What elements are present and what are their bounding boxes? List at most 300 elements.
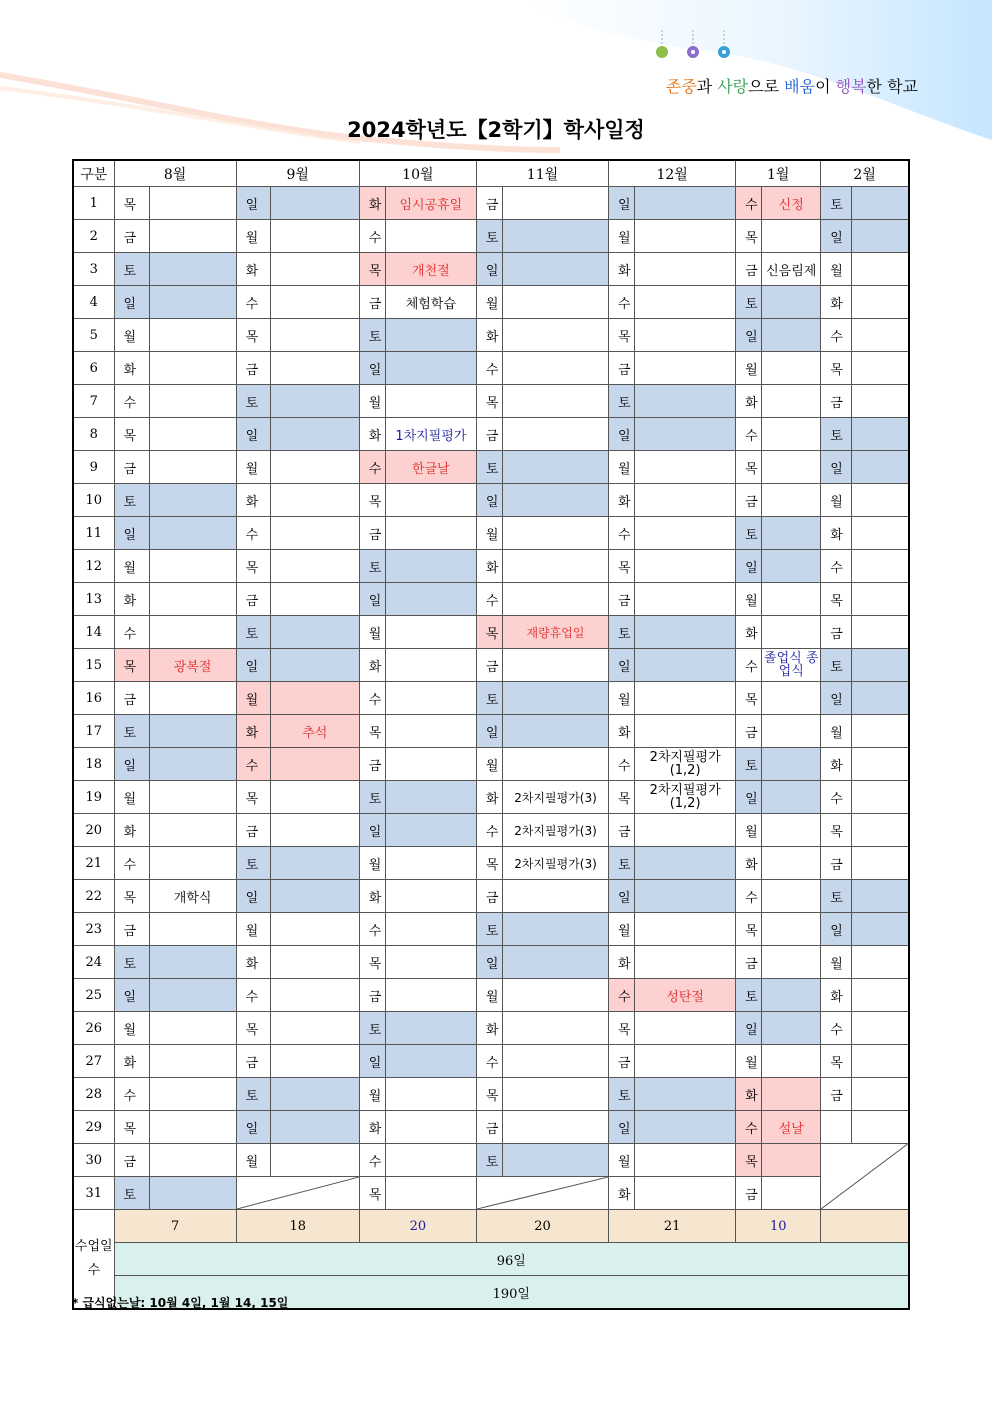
event-dec bbox=[635, 1045, 736, 1078]
weekday-aug: 토 bbox=[114, 484, 149, 517]
weekday-oct: 수 bbox=[359, 451, 385, 484]
event-aug bbox=[149, 187, 236, 220]
weekday-jan: 화 bbox=[736, 1078, 762, 1111]
event-feb bbox=[852, 418, 909, 451]
weekday-feb: 목 bbox=[821, 1045, 852, 1078]
weekday-jan: 월 bbox=[736, 583, 762, 616]
event-jan bbox=[762, 682, 821, 715]
weekday-feb: 금 bbox=[821, 385, 852, 418]
event-aug bbox=[149, 352, 236, 385]
date-number: 9 bbox=[73, 451, 114, 484]
event-nov bbox=[502, 913, 608, 946]
weekday-nov: 월 bbox=[476, 517, 502, 550]
event-nov bbox=[502, 715, 608, 748]
weekday-feb: 수 bbox=[821, 319, 852, 352]
event-feb bbox=[852, 781, 909, 814]
event-nov bbox=[502, 1111, 608, 1144]
month-header: 2월 bbox=[821, 160, 909, 187]
date-row bbox=[73, 748, 909, 781]
weekday-aug: 금 bbox=[114, 451, 149, 484]
weekday-sep: 목 bbox=[236, 1012, 270, 1045]
weekday-sep: 토 bbox=[236, 616, 270, 649]
date-number: 16 bbox=[73, 682, 114, 715]
weekday-jan: 토 bbox=[736, 286, 762, 319]
page-title: 2024학년도【2학기】학사일정 bbox=[347, 118, 645, 142]
weekday-jan: 수 bbox=[736, 187, 762, 220]
weekday-aug: 토 bbox=[114, 946, 149, 979]
weekday-nov: 금 bbox=[476, 187, 502, 220]
event-oct bbox=[385, 1078, 476, 1111]
event-feb bbox=[852, 1045, 909, 1078]
weekday-dec: 토 bbox=[609, 1078, 635, 1111]
weekday-sep: 일 bbox=[236, 1111, 270, 1144]
weekday-aug: 월 bbox=[114, 1012, 149, 1045]
weekday-sep: 금 bbox=[236, 352, 270, 385]
date-number: 28 bbox=[73, 1078, 114, 1111]
event-feb bbox=[852, 616, 909, 649]
weekday-nov: 금 bbox=[476, 1111, 502, 1144]
event-oct: 개천절 bbox=[385, 253, 476, 286]
date-number: 12 bbox=[73, 550, 114, 583]
weekday-oct: 목 bbox=[359, 1177, 385, 1210]
event-nov bbox=[502, 748, 608, 781]
weekday-sep: 수 bbox=[236, 286, 270, 319]
event-feb bbox=[852, 1111, 909, 1144]
weekday-sep: 목 bbox=[236, 550, 270, 583]
event-oct bbox=[385, 220, 476, 253]
event-jan bbox=[762, 814, 821, 847]
date-row bbox=[73, 1078, 909, 1111]
weekday-aug: 화 bbox=[114, 583, 149, 616]
weekday-nov: 일 bbox=[476, 946, 502, 979]
event-aug bbox=[149, 418, 236, 451]
weekday-nov: 목 bbox=[476, 847, 502, 880]
date-number: 2 bbox=[73, 220, 114, 253]
event-oct bbox=[385, 1177, 476, 1210]
weekday-dec: 월 bbox=[609, 220, 635, 253]
weekday-dec: 화 bbox=[609, 715, 635, 748]
event-jan bbox=[762, 1045, 821, 1078]
weekday-dec: 금 bbox=[609, 1045, 635, 1078]
event-nov bbox=[502, 319, 608, 352]
weekday-dec: 금 bbox=[609, 352, 635, 385]
weekday-feb: 일 bbox=[821, 451, 852, 484]
weekday-aug: 토 bbox=[114, 715, 149, 748]
event-dec bbox=[635, 847, 736, 880]
summary-label: 수업일수 bbox=[73, 1210, 114, 1310]
event-oct bbox=[385, 781, 476, 814]
days-jan: 10 bbox=[736, 1210, 821, 1243]
weekday-jan: 화 bbox=[736, 616, 762, 649]
event-jan bbox=[762, 385, 821, 418]
date-number: 19 bbox=[73, 781, 114, 814]
weekday-jan: 목 bbox=[736, 451, 762, 484]
footnote: * 급식없는날: 10월 4일, 1월 14, 15일 bbox=[72, 1296, 289, 1310]
event-aug bbox=[149, 517, 236, 550]
event-dec bbox=[635, 187, 736, 220]
event-sep bbox=[270, 352, 359, 385]
weekday-feb: 수 bbox=[821, 1012, 852, 1045]
weekday-oct: 목 bbox=[359, 715, 385, 748]
event-feb bbox=[852, 286, 909, 319]
event-nov bbox=[502, 187, 608, 220]
weekday-aug: 목 bbox=[114, 187, 149, 220]
date-number: 8 bbox=[73, 418, 114, 451]
weekday-feb: 금 bbox=[821, 616, 852, 649]
weekday-sep: 일 bbox=[236, 649, 270, 682]
weekday-oct: 목 bbox=[359, 946, 385, 979]
month-header: 12월 bbox=[609, 160, 736, 187]
event-sep bbox=[270, 286, 359, 319]
academic-calendar-table bbox=[72, 159, 910, 1310]
weekday-sep: 월 bbox=[236, 682, 270, 715]
weekday-dec: 화 bbox=[609, 253, 635, 286]
weekday-dec: 금 bbox=[609, 814, 635, 847]
weekday-nov: 목 bbox=[476, 616, 502, 649]
event-jan: 졸업식 종업식 bbox=[762, 649, 821, 682]
date-row bbox=[73, 1111, 909, 1144]
event-aug bbox=[149, 253, 236, 286]
weekday-nov: 일 bbox=[476, 484, 502, 517]
weekday-dec: 토 bbox=[609, 616, 635, 649]
weekday-nov: 수 bbox=[476, 352, 502, 385]
weekday-nov: 목 bbox=[476, 1078, 502, 1111]
weekday-dec: 월 bbox=[609, 682, 635, 715]
event-feb bbox=[852, 583, 909, 616]
event-aug bbox=[149, 781, 236, 814]
event-oct bbox=[385, 715, 476, 748]
event-dec bbox=[635, 484, 736, 517]
event-oct bbox=[385, 814, 476, 847]
date-row bbox=[73, 1045, 909, 1078]
event-sep bbox=[270, 616, 359, 649]
event-dec bbox=[635, 451, 736, 484]
date-row bbox=[73, 880, 909, 913]
weekday-aug: 일 bbox=[114, 286, 149, 319]
weekday-feb: 일 bbox=[821, 913, 852, 946]
event-aug bbox=[149, 484, 236, 517]
event-feb bbox=[852, 1078, 909, 1111]
event-oct bbox=[385, 847, 476, 880]
weekday-aug: 수 bbox=[114, 385, 149, 418]
event-aug bbox=[149, 550, 236, 583]
weekday-oct: 일 bbox=[359, 1045, 385, 1078]
event-oct bbox=[385, 385, 476, 418]
days-sep: 18 bbox=[236, 1210, 359, 1243]
date-number: 17 bbox=[73, 715, 114, 748]
event-nov bbox=[502, 253, 608, 286]
event-nov bbox=[502, 385, 608, 418]
empty-cell-diagonal bbox=[236, 1177, 359, 1210]
event-jan bbox=[762, 1177, 821, 1210]
event-aug bbox=[149, 583, 236, 616]
event-feb bbox=[852, 451, 909, 484]
date-number: 20 bbox=[73, 814, 114, 847]
weekday-nov: 금 bbox=[476, 418, 502, 451]
month-header-row bbox=[73, 160, 909, 187]
event-oct bbox=[385, 1045, 476, 1078]
date-row bbox=[73, 682, 909, 715]
weekday-feb: 화 bbox=[821, 286, 852, 319]
empty-cell-diagonal bbox=[821, 1144, 909, 1210]
event-dec bbox=[635, 649, 736, 682]
weekday-nov: 화 bbox=[476, 1012, 502, 1045]
weekday-dec: 목 bbox=[609, 319, 635, 352]
event-jan bbox=[762, 847, 821, 880]
event-oct bbox=[385, 748, 476, 781]
weekday-dec: 화 bbox=[609, 946, 635, 979]
event-nov bbox=[502, 352, 608, 385]
weekday-sep: 화 bbox=[236, 715, 270, 748]
event-jan bbox=[762, 1078, 821, 1111]
event-sep bbox=[270, 913, 359, 946]
days-nov: 20 bbox=[476, 1210, 608, 1243]
event-feb bbox=[852, 649, 909, 682]
semester-total-row bbox=[73, 1243, 909, 1276]
date-row bbox=[73, 814, 909, 847]
date-number: 10 bbox=[73, 484, 114, 517]
weekday-nov: 화 bbox=[476, 319, 502, 352]
event-aug bbox=[149, 1177, 236, 1210]
weekday-aug: 화 bbox=[114, 1045, 149, 1078]
month-header: 9월 bbox=[236, 160, 359, 187]
weekday-sep: 수 bbox=[236, 517, 270, 550]
event-nov bbox=[502, 1144, 608, 1177]
event-aug bbox=[149, 616, 236, 649]
event-sep bbox=[270, 451, 359, 484]
event-sep bbox=[270, 319, 359, 352]
weekday-feb: 토 bbox=[821, 649, 852, 682]
slogan-part: 행복 bbox=[835, 77, 867, 96]
event-sep bbox=[270, 517, 359, 550]
event-oct: 체험학습 bbox=[385, 286, 476, 319]
event-sep bbox=[270, 1012, 359, 1045]
event-sep bbox=[270, 748, 359, 781]
month-header: 11월 bbox=[476, 160, 608, 187]
event-nov: 2차지필평가(3) bbox=[502, 781, 608, 814]
event-dec bbox=[635, 1177, 736, 1210]
event-aug bbox=[149, 1012, 236, 1045]
weekday-feb: 월 bbox=[821, 946, 852, 979]
date-row bbox=[73, 550, 909, 583]
weekday-oct: 일 bbox=[359, 583, 385, 616]
event-dec bbox=[635, 418, 736, 451]
event-feb bbox=[852, 319, 909, 352]
month-header: 8월 bbox=[114, 160, 236, 187]
event-dec: 성탄절 bbox=[635, 979, 736, 1012]
event-sep bbox=[270, 682, 359, 715]
weekday-nov: 일 bbox=[476, 253, 502, 286]
event-feb bbox=[852, 913, 909, 946]
event-sep bbox=[270, 220, 359, 253]
date-number: 22 bbox=[73, 880, 114, 913]
date-row bbox=[73, 979, 909, 1012]
slogan-part: 이 bbox=[815, 77, 836, 96]
weekday-feb: 목 bbox=[821, 352, 852, 385]
weekday-jan: 월 bbox=[736, 352, 762, 385]
weekday-feb: 수 bbox=[821, 550, 852, 583]
weekday-oct: 화 bbox=[359, 649, 385, 682]
weekday-sep: 수 bbox=[236, 979, 270, 1012]
event-oct bbox=[385, 484, 476, 517]
event-feb bbox=[852, 979, 909, 1012]
weekday-dec: 일 bbox=[609, 187, 635, 220]
event-nov: 재량휴업일 bbox=[502, 616, 608, 649]
weekday-feb: 금 bbox=[821, 847, 852, 880]
date-number: 25 bbox=[73, 979, 114, 1012]
event-aug bbox=[149, 220, 236, 253]
date-number: 27 bbox=[73, 1045, 114, 1078]
event-sep bbox=[270, 550, 359, 583]
weekday-feb: 수 bbox=[821, 781, 852, 814]
weekday-aug: 일 bbox=[114, 748, 149, 781]
event-jan bbox=[762, 517, 821, 550]
weekday-nov: 월 bbox=[476, 979, 502, 1012]
weekday-nov: 일 bbox=[476, 715, 502, 748]
weekday-aug: 월 bbox=[114, 319, 149, 352]
date-row bbox=[73, 649, 909, 682]
date-row bbox=[73, 319, 909, 352]
event-aug bbox=[149, 847, 236, 880]
semester-total: 96일 bbox=[114, 1243, 909, 1276]
event-aug bbox=[149, 1078, 236, 1111]
date-number: 7 bbox=[73, 385, 114, 418]
weekday-sep: 금 bbox=[236, 1045, 270, 1078]
weekday-aug: 목 bbox=[114, 649, 149, 682]
weekday-sep: 월 bbox=[236, 220, 270, 253]
event-oct bbox=[385, 1012, 476, 1045]
weekday-aug: 일 bbox=[114, 517, 149, 550]
event-sep bbox=[270, 946, 359, 979]
weekday-feb: 화 bbox=[821, 979, 852, 1012]
slogan-part: 과 bbox=[696, 77, 718, 96]
weekday-jan: 화 bbox=[736, 385, 762, 418]
weekday-oct: 목 bbox=[359, 484, 385, 517]
date-row bbox=[73, 913, 909, 946]
days-aug: 7 bbox=[114, 1210, 236, 1243]
weekday-sep: 목 bbox=[236, 781, 270, 814]
weekday-oct: 토 bbox=[359, 550, 385, 583]
event-sep bbox=[270, 187, 359, 220]
date-row bbox=[73, 187, 909, 220]
weekday-dec: 목 bbox=[609, 550, 635, 583]
weekday-feb: 화 bbox=[821, 748, 852, 781]
event-feb bbox=[852, 220, 909, 253]
weekday-jan: 금 bbox=[736, 484, 762, 517]
weekday-aug: 금 bbox=[114, 1144, 149, 1177]
event-sep: 추석 bbox=[270, 715, 359, 748]
weekday-sep: 월 bbox=[236, 451, 270, 484]
event-nov bbox=[502, 484, 608, 517]
date-number: 1 bbox=[73, 187, 114, 220]
event-sep bbox=[270, 484, 359, 517]
event-oct: 1차지필평가 bbox=[385, 418, 476, 451]
weekday-aug: 월 bbox=[114, 550, 149, 583]
event-aug bbox=[149, 319, 236, 352]
event-oct bbox=[385, 319, 476, 352]
weekday-jan: 일 bbox=[736, 319, 762, 352]
event-oct bbox=[385, 913, 476, 946]
weekday-sep: 토 bbox=[236, 1078, 270, 1111]
event-feb bbox=[852, 385, 909, 418]
event-nov bbox=[502, 418, 608, 451]
event-oct bbox=[385, 517, 476, 550]
event-feb bbox=[852, 946, 909, 979]
date-row bbox=[73, 1144, 909, 1177]
weekday-jan: 금 bbox=[736, 1177, 762, 1210]
event-feb bbox=[852, 1012, 909, 1045]
weekday-dec: 금 bbox=[609, 583, 635, 616]
weekday-feb: 일 bbox=[821, 682, 852, 715]
weekday-dec: 월 bbox=[609, 1144, 635, 1177]
event-aug bbox=[149, 451, 236, 484]
event-aug bbox=[149, 1111, 236, 1144]
event-oct bbox=[385, 616, 476, 649]
event-sep bbox=[270, 583, 359, 616]
event-sep bbox=[270, 1111, 359, 1144]
weekday-aug: 금 bbox=[114, 913, 149, 946]
event-aug bbox=[149, 715, 236, 748]
weekday-sep: 토 bbox=[236, 385, 270, 418]
weekday-feb: 화 bbox=[821, 517, 852, 550]
weekday-aug: 화 bbox=[114, 352, 149, 385]
weekday-sep: 일 bbox=[236, 187, 270, 220]
event-oct bbox=[385, 946, 476, 979]
event-jan bbox=[762, 880, 821, 913]
weekday-oct: 수 bbox=[359, 1144, 385, 1177]
event-dec bbox=[635, 286, 736, 319]
event-feb bbox=[852, 352, 909, 385]
weekday-sep: 수 bbox=[236, 748, 270, 781]
weekday-dec: 토 bbox=[609, 385, 635, 418]
date-number: 18 bbox=[73, 748, 114, 781]
weekday-oct: 일 bbox=[359, 352, 385, 385]
event-dec bbox=[635, 616, 736, 649]
weekday-dec: 수 bbox=[609, 286, 635, 319]
slogan-part: 배움 bbox=[784, 77, 816, 96]
event-sep bbox=[270, 1078, 359, 1111]
weekday-jan: 목 bbox=[736, 1144, 762, 1177]
weekday-oct: 월 bbox=[359, 616, 385, 649]
event-sep bbox=[270, 1144, 359, 1177]
slogan-part: 사랑 bbox=[717, 77, 749, 96]
event-sep bbox=[270, 1045, 359, 1078]
date-number: 6 bbox=[73, 352, 114, 385]
weekday-feb: 월 bbox=[821, 253, 852, 286]
year-total: 190일 bbox=[114, 1276, 909, 1310]
event-dec bbox=[635, 253, 736, 286]
weekday-aug: 금 bbox=[114, 220, 149, 253]
weekday-oct: 수 bbox=[359, 913, 385, 946]
weekday-jan: 금 bbox=[736, 715, 762, 748]
event-feb bbox=[852, 550, 909, 583]
date-row bbox=[73, 946, 909, 979]
event-dec bbox=[635, 550, 736, 583]
weekday-jan: 수 bbox=[736, 649, 762, 682]
weekday-oct: 토 bbox=[359, 781, 385, 814]
event-feb bbox=[852, 682, 909, 715]
weekday-aug: 목 bbox=[114, 1111, 149, 1144]
weekday-nov: 토 bbox=[476, 913, 502, 946]
weekday-jan: 토 bbox=[736, 517, 762, 550]
weekday-aug: 일 bbox=[114, 979, 149, 1012]
event-sep bbox=[270, 781, 359, 814]
date-number: 13 bbox=[73, 583, 114, 616]
weekday-jan: 일 bbox=[736, 781, 762, 814]
event-jan bbox=[762, 1012, 821, 1045]
weekday-dec: 일 bbox=[609, 880, 635, 913]
date-row bbox=[73, 352, 909, 385]
